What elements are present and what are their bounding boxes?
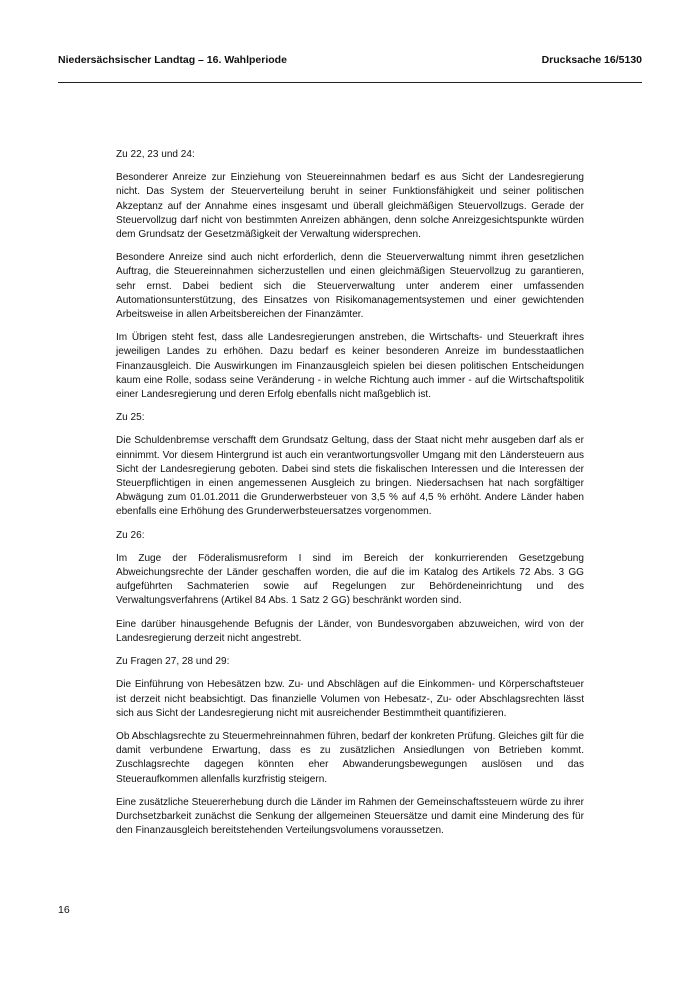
body-paragraph: Eine zusätzliche Steuererhebung durch die Länder im Rahmen der Gemeinschaftssteuern würde zu ihrer Durchsetzbarkeit zunächst die Senkung der allgemeinen Steuersätze und damit eine Minderung des für den Finanzausgleich bereitstehenden Verteilungsvolumens voraussetzen. <box>116 796 584 837</box>
body-paragraph: Besonderer Anreize zur Einziehung von Steuereinnahmen bedarf es aus Sicht der Landesregierung nicht. Das System der Steuerverteilung beruht in seiner Funktionsfähigkeit und seiner politischen Akzeptanz auf der Annahme eines insgesamt und überall gleichmäßigen Steuervollzugs. Gerade der Steuervollzug darf nicht von bestimmten Anreizen abhängen, denn solche Anreizgesichtspunkte würden dem Grundsatz der Gesetzmäßigkeit der Verwaltung widersprechen. <box>116 172 584 241</box>
header-divider <box>58 82 642 83</box>
body-paragraph: Die Einführung von Hebesätzen bzw. Zu- und Abschlägen auf die Einkommen- und Körperschaftsteuer ist derzeit nicht beabsichtigt. Das finanzielle Volumen von Hebesatz-, Zu- oder Abschlagsrechten lässt sich aus Sicht der Landesregierung nicht mit ausreichender Bestimmtheit quantifizieren. <box>116 679 584 719</box>
document-body <box>116 148 584 847</box>
body-paragraph: Eine darüber hinausgehende Befugnis der Länder, von Bundesvorgaben abzuweichen, wird von der Landesregierung derzeit nicht angestrebt. <box>116 618 584 644</box>
body-paragraph: Ob Abschlagsrechte zu Steuermehreinnahmen führen, bedarf der konkreten Prüfung. Gleiches gilt für die damit verbundene Erwartung, dass es zu zusätzlichen Ansiedlungen von Betrieben kommt. Zuschlagsrechte dagegen könnten eher Abwanderungsbewegungen auslösen und das Steueraufkommen allenfalls kurzfristig steigern. <box>116 730 584 785</box>
body-paragraph: Die Schuldenbremse verschafft dem Grundsatz Geltung, dass der Staat nicht mehr ausgeben darf als er einnimmt. Vor diesem Hintergrund ist auch ein verantwortungsvoller Umgang mit den Ländersteuern aus Sicht der Landesregierung geboten. Dabei sind stets die fiskalischen Interessen und die Interessen der Steuerpflichtigen in einen angemessenen Ausgleich zu bringen. Niedersachsen hat nach sorgfältiger Abwägung zum 01.01.2011 die Grunderwerbsteuer von 3,5 % auf 4,5 % erhöht. Andere Länder haben ebenfalls eine Erhöhung des Grunderwerbsteuersatzes vorgenommen. <box>116 435 584 518</box>
section-heading: Zu Fragen 27, 28 und 29: <box>116 656 230 668</box>
section-heading: Zu 25: <box>116 412 145 424</box>
section-heading: Zu 22, 23 und 24: <box>116 149 195 160</box>
header-title: Niedersächsischer Landtag – 16. Wahlperiode <box>58 54 287 66</box>
body-paragraph: Im Zuge der Föderalismusreform I sind im Bereich der konkurrierenden Gesetzgebung Abweichungsrechte der Länder geschaffen worden, die auf die im Katalog des Artikels 72 Abs. 3 GG aufgeführten Sachmaterien sowie auf Regelungen zur Behördeneinrichtung und des Verwaltungsverfahrens (Artikel 84 Abs. 1 Satz 2 GG) beschränkt worden sind. <box>116 552 584 607</box>
page-number: 16 <box>58 904 70 916</box>
document-number: Drucksache 16/5130 <box>541 54 642 66</box>
page-header <box>58 54 642 66</box>
body-paragraph: Besondere Anreize sind auch nicht erforderlich, denn die Steuerverwaltung nimmt ihren gesetzlichen Auftrag, die Steuereinnahmen sicherzustellen und einen gleichmäßigen Steuervollzug zu garantieren, sehr ernst. Dabei bedient sich die Steuerverwaltung unter anderem einer umfassenden Automationsunterstützung, des Einsatzes von Risikomanagementsystemen und einer gewichtenden Arbeitsweise in allen Arbeitsbereichen der Finanzämter. <box>116 252 584 321</box>
body-paragraph: Im Übrigen steht fest, dass alle Landesregierungen anstreben, die Wirtschafts- und Steuerkraft ihres jeweiligen Landes zu erhöhen. Dazu bedarf es keiner besonderen Anreize im bundesstaatlichen Finanzausgleich. Die Auswirkungen im Finanzausgleich spielen bei diesen politischen Entscheidungen kaum eine Rolle, sodass seine Veränderung - in welche Richtung auch immer - auf die Wirtschaftspolitik einer Landesregierung und deren Erfolg ebenfalls nicht maßgeblich ist. <box>116 332 584 401</box>
section-heading: Zu 26: <box>116 529 145 541</box>
